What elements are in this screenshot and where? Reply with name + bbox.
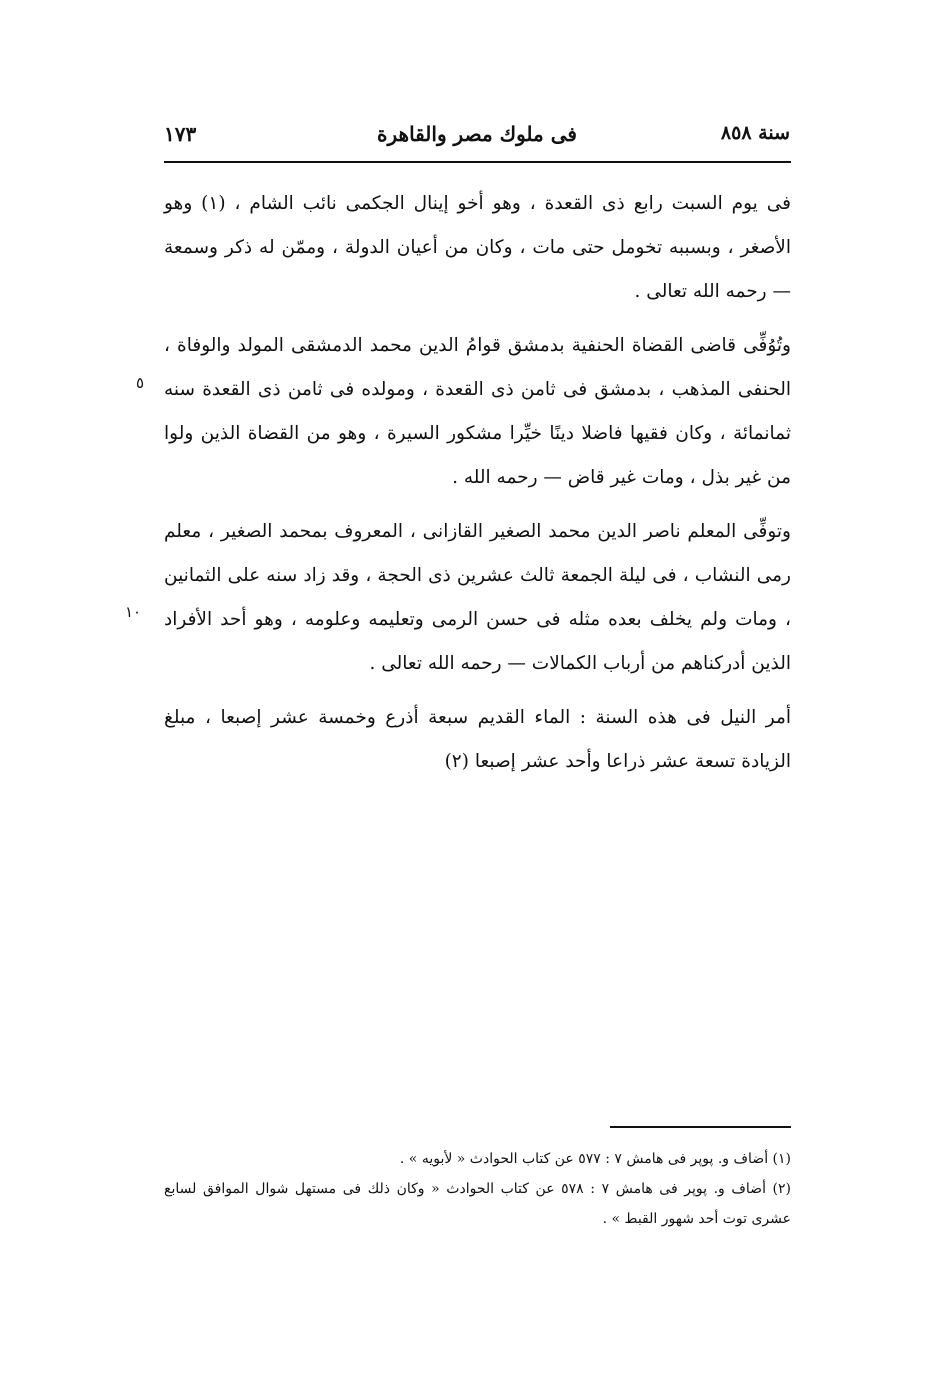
footnote-2: (٢) أضاف و. پوپر فى هامش ٧ : ٥٧٨ عن كتاب الحوادث « وكان ذلك فى مستهل شوال الموافق لسابع عشرى توت أحد شهور القبط » . [164, 1181, 792, 1227]
paragraph-2: وتُوُفِّى قاضى القضاة الحنفية بدمشق قوامُ الدين محمد الدمشقى المولد والوفاة ، الحنفى المذهب ، بدمشق فى ثامن ذى القعدة ، ومولده فى ثامن ذى القعدة سنه ثمانمائة ، وكان فقيها فاضلا دينًا خيِّرا مشكور السيرة ، وهو من القضاة الذين ولوا من غير بذل ، ومات غير قاض — رحمه الله . [164, 335, 791, 488]
page-header [164, 122, 790, 158]
footnote-1: (١) أضاف و. پوپر فى هامش ٧ : ٥٧٧ عن كتاب الحوادث « لأبويه » . [399, 1151, 791, 1167]
paragraph-1: فى يوم السبت رابع ذى القعدة ، وهو أخو إينال الجكمى نائب الشام ، (١) وهو الأصغر ، وبسببه تخومل حتى مات ، وكان من أعيان الدولة ، وممّن له ذكر وسمعة — رحمه الله تعالى . [164, 193, 791, 302]
header-year: سنة ٨٥٨ [720, 122, 790, 144]
footnote-divider [610, 1126, 791, 1128]
header-divider [164, 161, 791, 163]
paragraph-4: أمر النيل فى هذه السنة : الماء القديم سبعة أذرع وخمسة عشر إصبعا ، مبلغ الزيادة تسعة عشر ذراعا وأحد عشر إصبعا (٢) [164, 707, 791, 772]
margin-line-number-10: ١٠ [125, 603, 142, 621]
main-text [164, 182, 791, 784]
margin-line-number-5: ٥ [136, 374, 145, 392]
paragraph-3: وتوفِّى المعلم ناصر الدين محمد الصغير القازانى ، المعروف بمحمد الصغير ، معلم رمى النشاب ، فى ليلة الجمعة ثالث عشرين ذى الحجة ، وقد زاد سنه على الثمانين ، ومات ولم يخلف بعده مثله فى حسن الرمى وتعليمه وعلومه ، وهو أحد الأفراد الذين أدركناهم من أرباب الكمالات — رحمه الله تعالى . [164, 521, 791, 674]
running-title: فى ملوك مصر والقاهرة [377, 122, 577, 146]
page-number: ١٧٣ [164, 122, 197, 146]
footnotes [164, 1144, 791, 1234]
